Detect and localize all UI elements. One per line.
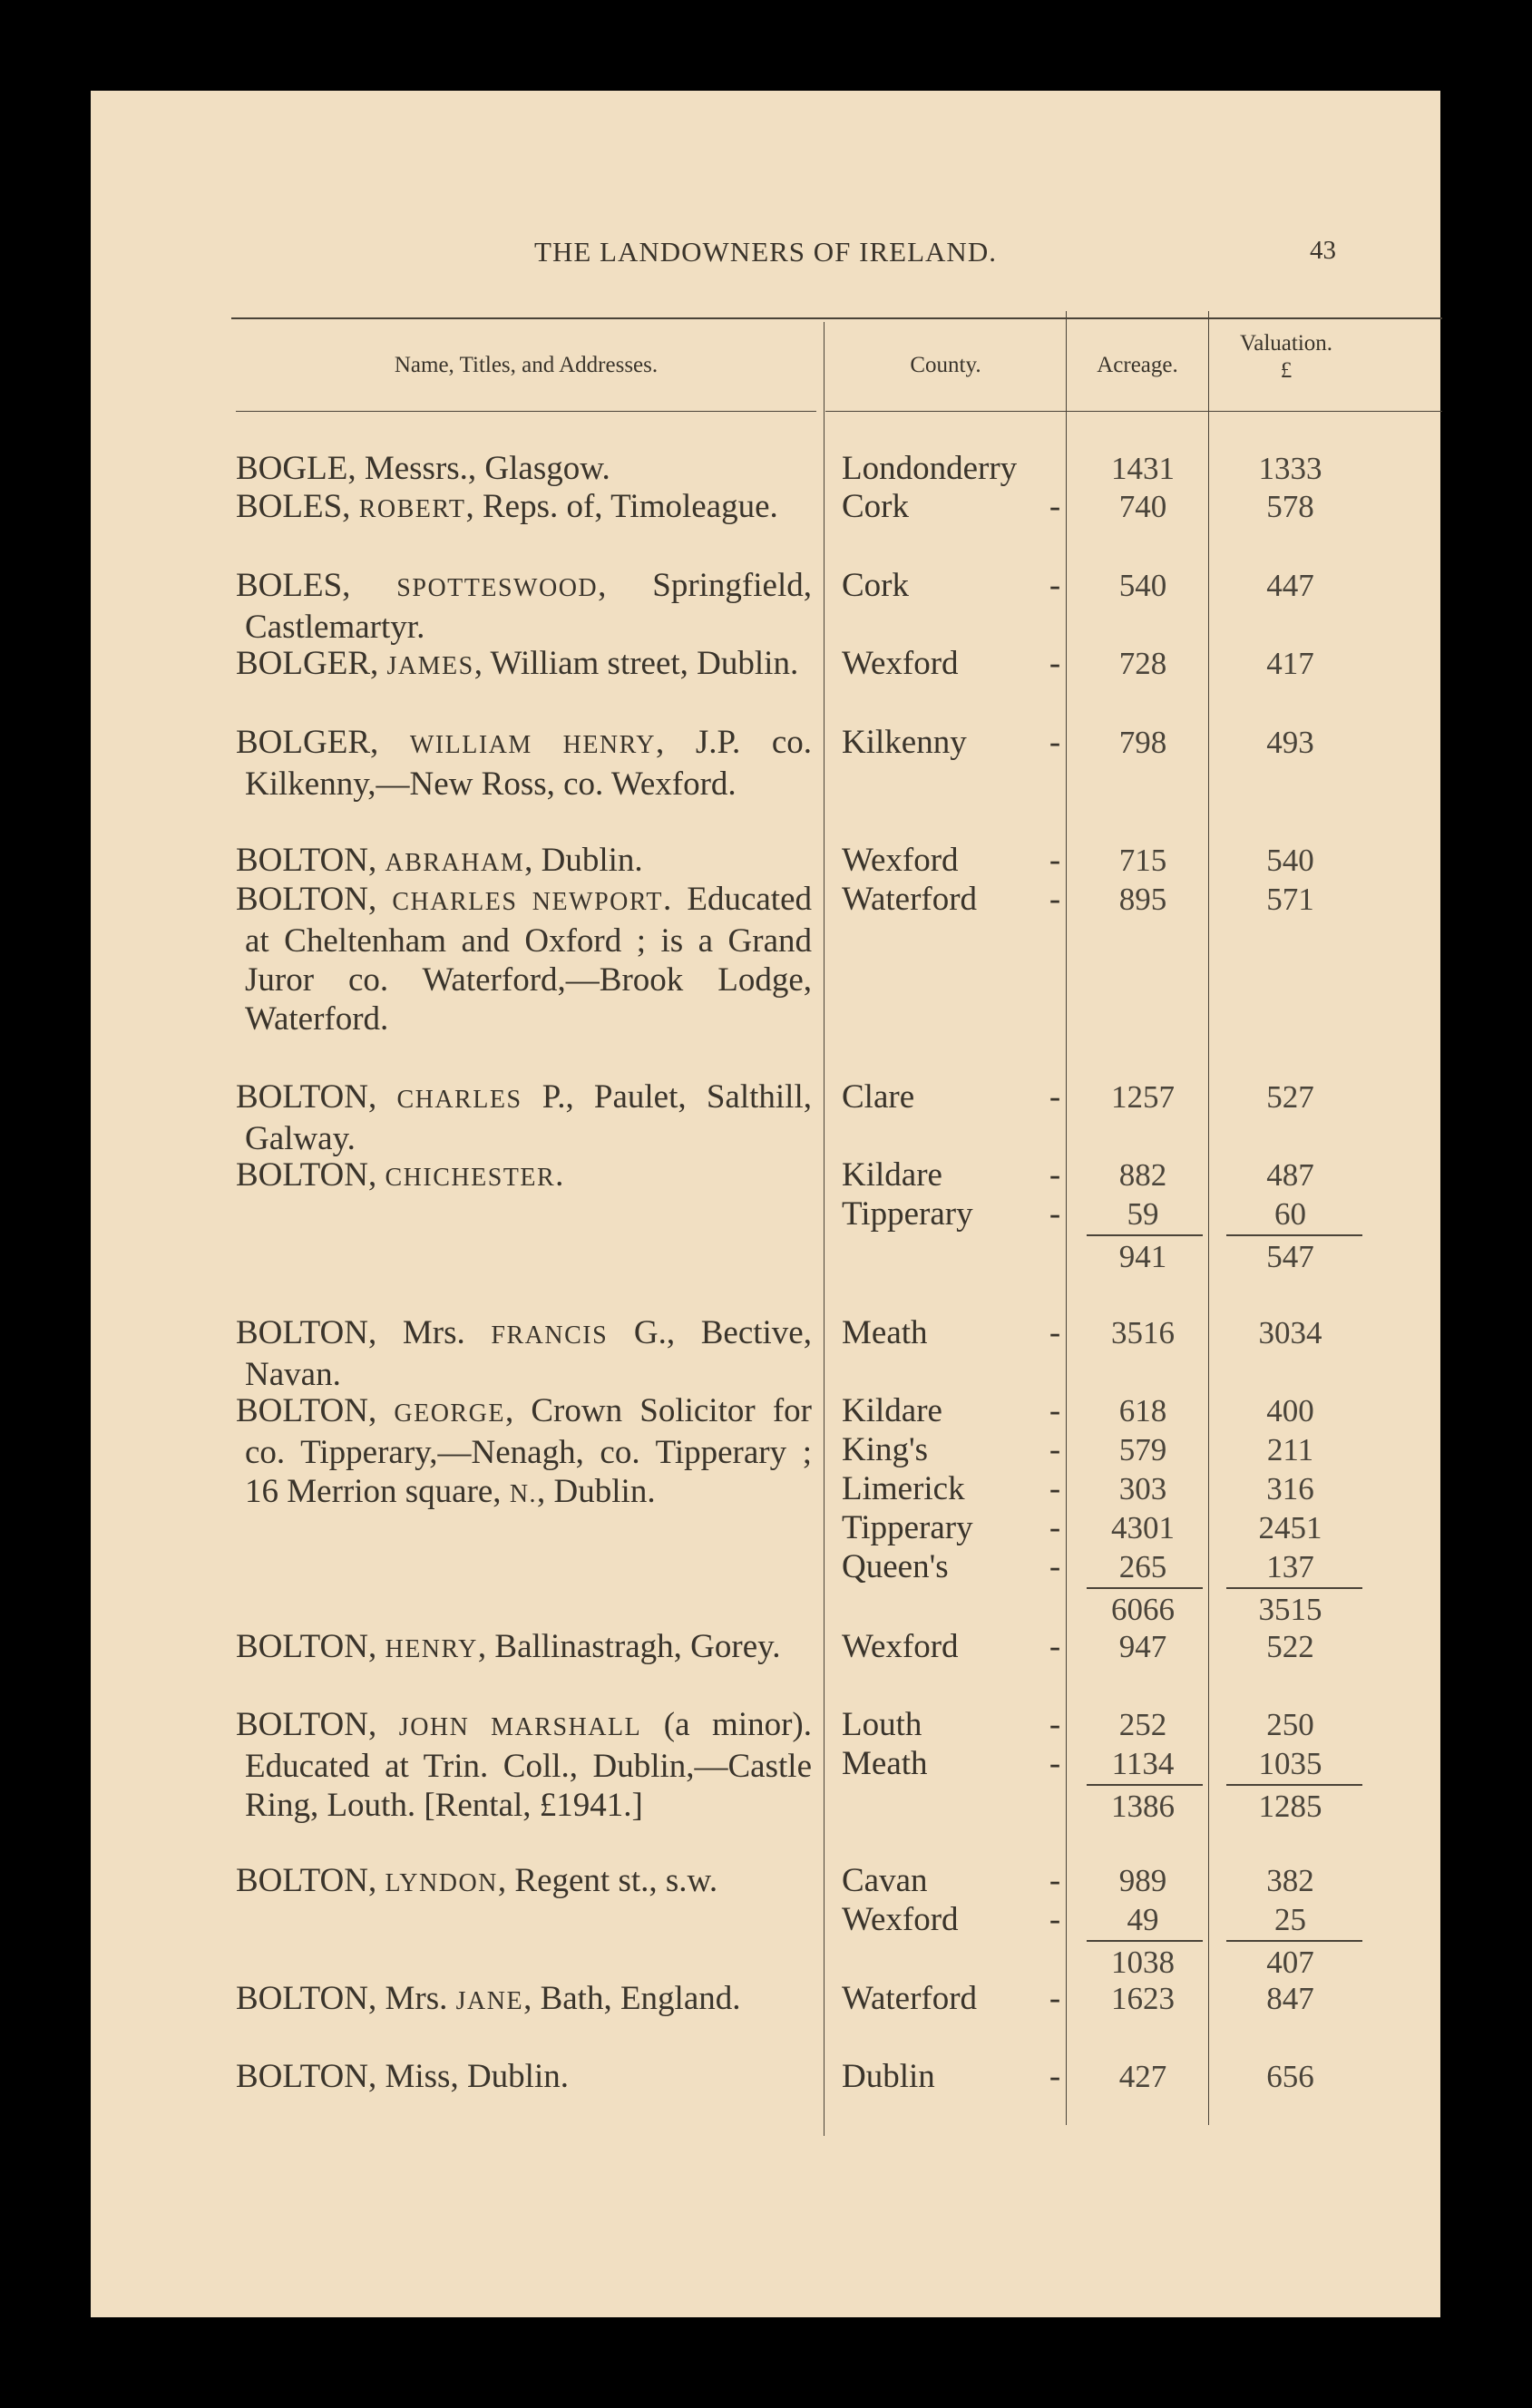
acreage-value: 59 <box>1127 1196 1159 1232</box>
valuation-label: Valuation. <box>1239 331 1333 356</box>
county-entry <box>91 1469 1440 1508</box>
valuation-unit: £ <box>1280 358 1293 383</box>
acreage-value: 947 <box>1118 1629 1167 1664</box>
county-entry <box>91 2057 1440 2096</box>
column-header-acreage: Acreage. <box>1097 353 1178 377</box>
acreage-value: 715 <box>1118 843 1167 878</box>
valuation-value: 493 <box>1266 725 1314 760</box>
name-segment: BOLTON, <box>236 1862 385 1899</box>
valuation-value: 417 <box>1266 646 1314 681</box>
county-name: Waterford <box>842 881 978 918</box>
total-row <box>91 1590 1440 1629</box>
acreage-value: 265 <box>1118 1549 1167 1584</box>
leader-dash: - <box>1049 1862 1061 1899</box>
name-segment: BOLTON, <box>236 881 393 918</box>
total-valuation: 3515 <box>1258 1592 1322 1627</box>
county-entry <box>91 1744 1440 1783</box>
total-acreage: 6066 <box>1111 1592 1175 1627</box>
name-segment: P., Paulet, Salthill, Galway. <box>245 1078 812 1157</box>
leader-dash: - <box>1049 1980 1061 2017</box>
leader-dash: - <box>1049 1156 1061 1194</box>
county-name: Wexford <box>842 1628 959 1665</box>
name-segment: BOLTON, <box>236 1156 385 1194</box>
valuation-value: 847 <box>1266 1981 1314 2016</box>
total-acreage: 941 <box>1118 1239 1167 1274</box>
valuation-value: 25 <box>1274 1902 1306 1937</box>
acreage-value: 728 <box>1118 646 1167 681</box>
county-name: Wexford <box>842 842 959 879</box>
county-entry <box>91 566 1440 605</box>
county-entry <box>91 449 1440 488</box>
acreage-value: 4301 <box>1111 1510 1175 1545</box>
name-segment: , Bath, England. <box>523 1980 741 2017</box>
sum-rule-valuation <box>1226 1784 1362 1786</box>
valuation-value: 1333 <box>1258 451 1322 486</box>
leader-dash: - <box>1049 1078 1061 1116</box>
leader-dash: - <box>1049 1392 1061 1429</box>
county-entry <box>91 1900 1440 1939</box>
leader-dash: - <box>1049 1509 1061 1546</box>
name-segment: , Dublin. <box>537 1473 656 1510</box>
valuation-value: 137 <box>1266 1549 1314 1584</box>
name-segment: BOLTON, <box>236 1706 399 1743</box>
leader-dash: - <box>1049 488 1061 525</box>
name-segment: BOLES, <box>236 488 359 525</box>
valuation-value: 382 <box>1266 1863 1314 1898</box>
name-segment: BOLTON, Miss, Dublin. <box>236 2058 569 2095</box>
county-name: Kildare <box>842 1392 942 1429</box>
county-entry <box>91 1861 1440 1900</box>
acreage-value: 579 <box>1118 1432 1167 1467</box>
leader-dash: - <box>1049 724 1061 761</box>
county-name: Waterford <box>842 1980 978 2017</box>
sum-rule-acreage <box>1087 1587 1203 1589</box>
valuation-value: 527 <box>1266 1079 1314 1115</box>
valuation-value: 578 <box>1266 489 1314 524</box>
county-entry <box>91 1077 1440 1116</box>
county-name: Kilkenny <box>842 724 967 761</box>
leader-dash: - <box>1049 842 1061 879</box>
county-name: Limerick <box>842 1470 965 1507</box>
county-entry <box>91 1547 1440 1586</box>
county-name: Meath <box>842 1314 928 1351</box>
total-row <box>91 1237 1440 1276</box>
name-segment: BOLTON, Mrs. <box>236 1980 456 2017</box>
valuation-value: 400 <box>1266 1393 1314 1428</box>
name-segment: G., Bective, Navan. <box>245 1314 812 1393</box>
name-segment: . <box>555 1156 564 1194</box>
name-segment: BOLTON, Mrs. <box>236 1314 492 1351</box>
acreage-value: 3516 <box>1111 1315 1175 1350</box>
county-entry <box>91 841 1440 880</box>
acreage-value: 1257 <box>1111 1079 1175 1115</box>
name-segment: WILLIAM HENRY <box>409 731 657 759</box>
sum-rule-acreage <box>1087 1234 1203 1236</box>
valuation-value: 3034 <box>1258 1315 1322 1350</box>
name-segment: , William street, Dublin. <box>473 645 799 682</box>
valuation-value: 571 <box>1266 882 1314 917</box>
name-segment: , Reps. of, Timoleague. <box>465 488 778 525</box>
valuation-value: 1035 <box>1258 1746 1322 1781</box>
leader-dash: - <box>1049 567 1061 604</box>
name-segment: N. <box>509 1480 538 1508</box>
county-entry <box>91 1391 1440 1430</box>
name-segment: (a minor). Educated at Trin. Coll., Dublin,—Castle Ring, Louth. [Rental, £1941.] <box>245 1706 813 1824</box>
name-segment: LYNDON <box>385 1869 498 1897</box>
name-segment: , Ballinastragh, Gorey. <box>477 1628 781 1665</box>
name-segment: , Crown Solicitor for co. Tipperary,—Nenagh, co. Tipperary ; 16 Merrion square, <box>245 1392 812 1510</box>
valuation-value: 487 <box>1266 1157 1314 1193</box>
leader-dash: - <box>1049 1195 1061 1233</box>
county-name: Londonderry <box>842 450 1018 487</box>
acreage-value: 740 <box>1118 489 1167 524</box>
total-valuation: 1285 <box>1258 1789 1322 1824</box>
leader-dash: - <box>1049 2058 1061 2095</box>
valuation-value: 60 <box>1274 1196 1306 1232</box>
county-name: Tipperary <box>842 1195 973 1233</box>
name-segment: BOLTON, <box>236 1078 397 1116</box>
county-entry <box>91 723 1440 762</box>
name-segment: BOLTON, <box>236 1392 395 1429</box>
page-number: 43 <box>1310 236 1336 265</box>
valuation-value: 656 <box>1266 2059 1314 2094</box>
total-acreage: 1038 <box>1111 1945 1175 1980</box>
county-name: Queen's <box>842 1548 949 1585</box>
acreage-value: 427 <box>1118 2059 1167 2094</box>
county-name: Wexford <box>842 645 959 682</box>
name-segment: JANE <box>455 1987 524 2015</box>
total-row <box>91 1943 1440 1982</box>
valuation-value: 522 <box>1266 1629 1314 1664</box>
name-segment: CHICHESTER <box>385 1164 556 1192</box>
column-header-county: County. <box>910 353 981 377</box>
leader-dash: - <box>1049 881 1061 918</box>
acreage-value: 49 <box>1127 1902 1159 1937</box>
acreage-value: 882 <box>1118 1157 1167 1193</box>
name-segment: BOLES, <box>236 567 397 604</box>
county-entry <box>91 1430 1440 1469</box>
name-segment: BOLGER, <box>236 724 410 761</box>
valuation-value: 211 <box>1266 1432 1314 1467</box>
landowner-table <box>91 91 1440 2317</box>
leader-dash: - <box>1049 1470 1061 1507</box>
county-name: Wexford <box>842 1901 959 1938</box>
name-segment: CHARLES <box>396 1086 522 1114</box>
acreage-value: 989 <box>1118 1863 1167 1898</box>
total-valuation: 547 <box>1266 1239 1314 1274</box>
total-row <box>91 1787 1440 1826</box>
name-segment: , J.P. co. Kilkenny,—New Ross, co. Wexford. <box>245 724 813 803</box>
name-segment: JOHN MARSHALL <box>398 1713 642 1741</box>
name-segment: SPOTTESWOOD <box>396 574 599 602</box>
sum-rule-valuation <box>1226 1587 1362 1589</box>
leader-dash: - <box>1049 1706 1061 1743</box>
sum-rule-acreage <box>1087 1940 1203 1942</box>
name-segment: BOLGER, <box>236 645 387 682</box>
county-name: Tipperary <box>842 1509 973 1546</box>
name-segment: JAMES <box>386 652 474 680</box>
acreage-value: 798 <box>1118 725 1167 760</box>
county-entry <box>91 1155 1440 1194</box>
total-valuation: 407 <box>1266 1945 1314 1980</box>
name-segment: , Springfield, Castlemartyr. <box>245 567 812 646</box>
name-segment: GEORGE <box>394 1399 505 1428</box>
valuation-value: 250 <box>1266 1707 1314 1742</box>
acreage-value: 1623 <box>1111 1981 1175 2016</box>
sum-rule-valuation <box>1226 1234 1362 1236</box>
acreage-value: 1134 <box>1111 1746 1175 1781</box>
acreage-value: 895 <box>1118 882 1167 917</box>
acreage-value: 618 <box>1118 1393 1167 1428</box>
valuation-value: 540 <box>1266 843 1314 878</box>
acreage-value: 252 <box>1118 1707 1167 1742</box>
county-entry <box>91 880 1440 919</box>
county-entry <box>91 1705 1440 1744</box>
county-name: Cork <box>842 567 909 604</box>
name-segment: , Dublin. <box>524 842 643 879</box>
leader-dash: - <box>1049 1628 1061 1665</box>
county-name: Clare <box>842 1078 915 1116</box>
county-name: Meath <box>842 1745 928 1782</box>
name-segment: BOLTON, <box>236 842 385 879</box>
name-segment: BOLTON, <box>236 1628 385 1665</box>
valuation-value: 316 <box>1266 1471 1314 1506</box>
valuation-value: 2451 <box>1258 1510 1322 1545</box>
valuation-value: 447 <box>1266 568 1314 603</box>
sum-rule-acreage <box>1087 1784 1203 1786</box>
leader-dash: - <box>1049 1901 1061 1938</box>
acreage-value: 1431 <box>1111 451 1175 486</box>
acreage-value: 540 <box>1118 568 1167 603</box>
book-page <box>91 91 1440 2317</box>
running-title: THE LANDOWNERS OF IRELAND. <box>534 236 997 268</box>
name-segment: HENRY <box>385 1635 478 1663</box>
leader-dash: - <box>1049 645 1061 682</box>
name-segment: , Regent st., s.w. <box>497 1862 718 1899</box>
name-segment: ROBERT <box>358 495 466 523</box>
county-entry <box>91 1627 1440 1666</box>
name-segment: . Educated at Cheltenham and Oxford ; is a Grand Juror co. Waterford,—Brook Lodge, Waterford. <box>245 881 812 1038</box>
county-entry <box>91 1313 1440 1352</box>
county-entry <box>91 487 1440 526</box>
county-entry <box>91 1979 1440 2018</box>
county-name: King's <box>842 1431 929 1468</box>
acreage-value: 303 <box>1118 1471 1167 1506</box>
leader-dash: - <box>1049 1431 1061 1468</box>
county-name: Dublin <box>842 2058 935 2095</box>
leader-dash: - <box>1049 1314 1061 1351</box>
county-entry <box>91 1194 1440 1233</box>
county-entry <box>91 644 1440 683</box>
county-name: Kildare <box>842 1156 942 1194</box>
county-name: Cavan <box>842 1862 928 1899</box>
total-acreage: 1386 <box>1111 1789 1175 1824</box>
name-segment: ABRAHAM <box>385 849 525 877</box>
leader-dash: - <box>1049 1548 1061 1585</box>
name-segment: CHARLES NEWPORT <box>392 888 663 916</box>
leader-dash: - <box>1049 1745 1061 1782</box>
name-segment: BOGLE, Messrs., Glasgow. <box>236 450 610 487</box>
sum-rule-valuation <box>1226 1940 1362 1942</box>
name-segment: FRANCIS <box>491 1321 609 1350</box>
column-header-name: Name, Titles, and Addresses. <box>394 353 659 377</box>
county-name: Louth <box>842 1706 922 1743</box>
county-name: Cork <box>842 488 909 525</box>
county-entry <box>91 1508 1440 1547</box>
